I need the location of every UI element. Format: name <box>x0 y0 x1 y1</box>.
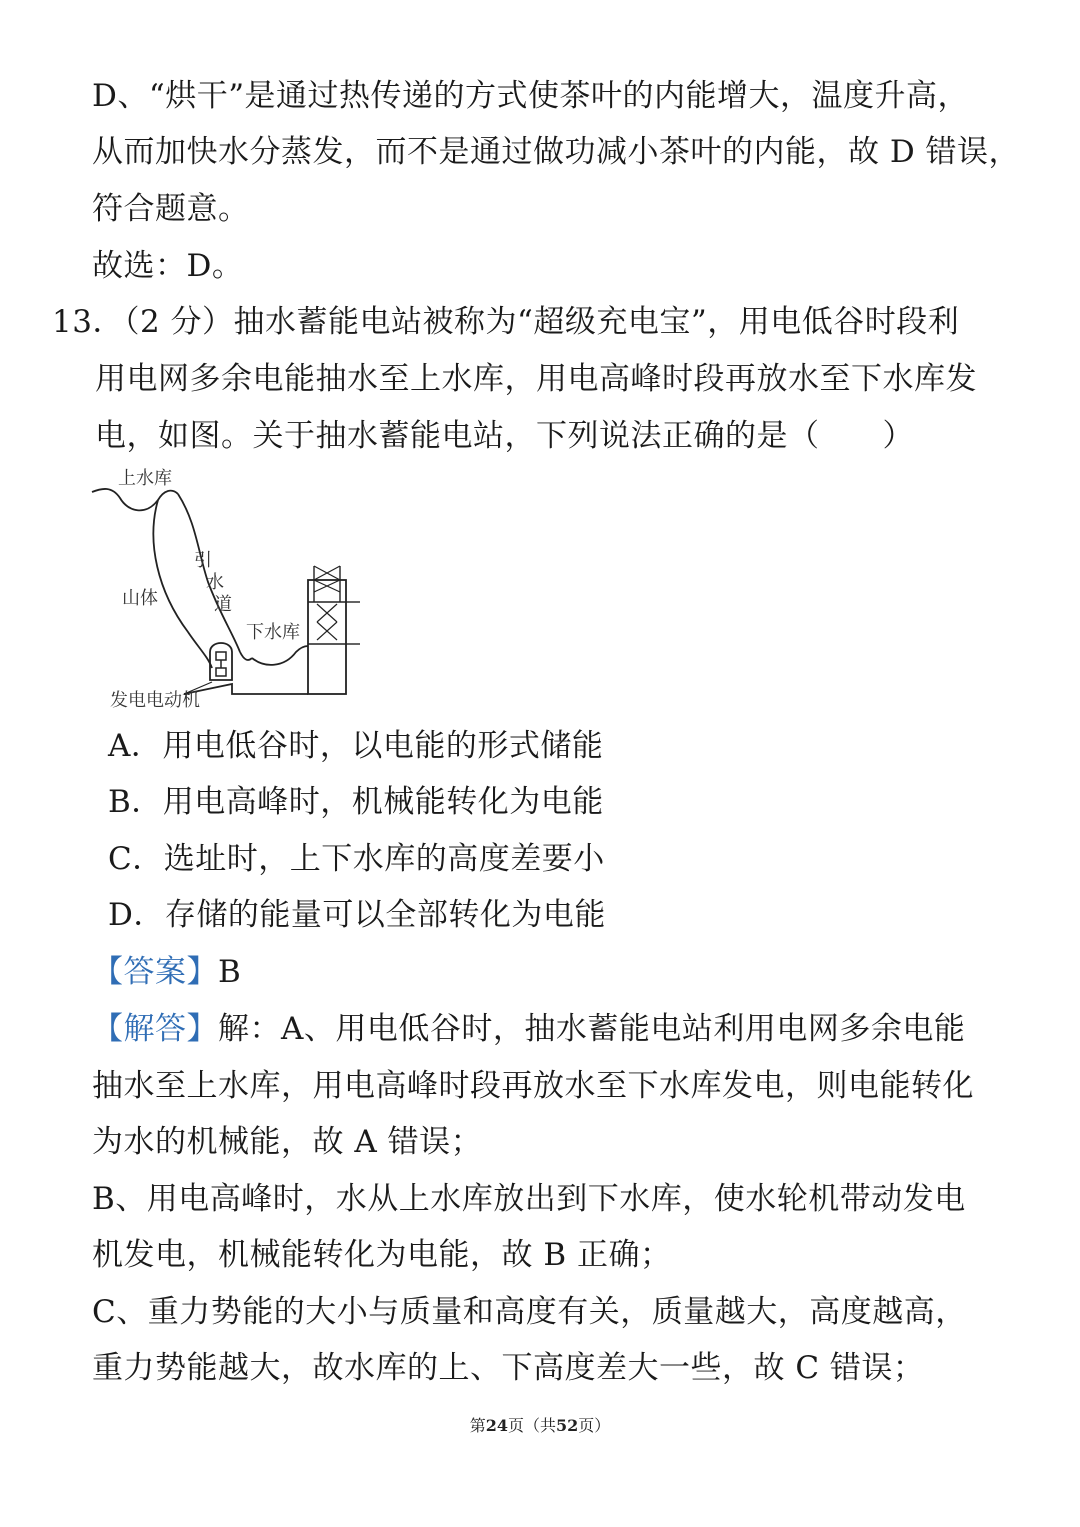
generator-icon-top <box>216 652 226 660</box>
generator-icon-bottom <box>216 668 226 676</box>
channel-outlet <box>240 652 252 660</box>
solution-tag: 【解答】 <box>92 1011 218 1047</box>
page-number: 24 <box>485 1416 508 1435</box>
solution-line-5: 机发电，机械能转化为电能，故 B 正确； <box>92 1237 672 1273</box>
option-d: D．存储的能量可以全部转化为电能 <box>108 897 606 933</box>
prev-choice: 故选：D。 <box>92 248 244 284</box>
label-generator: 发电电动机 <box>110 690 200 711</box>
mountain-slope <box>153 500 212 668</box>
page-total: 52 <box>556 1416 579 1435</box>
question-line-1: 13．（2 分）抽水蓄能电站被称为“超级充电宝”，用电低谷时段利 <box>52 304 960 340</box>
answer-value: B <box>218 954 242 990</box>
lower-reservoir-basin <box>252 646 308 665</box>
label-channel-3: 道 <box>214 594 232 615</box>
pumped-storage-diagram <box>88 462 378 717</box>
prev-d-line-3: 符合题意。 <box>92 191 250 227</box>
answer-line <box>92 952 241 992</box>
prev-d-line-1: D、“烘干”是通过热传递的方式使茶叶的内能增大，温度升高， <box>92 78 970 114</box>
option-c: C．选址时，上下水库的高度差要小 <box>108 841 605 877</box>
prev-d-line-2: 从而加快水分蒸发，而不是通过做功减小茶叶的内能，故 D 错误， <box>92 134 1021 170</box>
label-channel-2: 水 <box>206 572 224 593</box>
option-a: A．用电低谷时，以电能的形式储能 <box>108 728 604 764</box>
solution-line-7: 重力势能越大，故水库的上、下高度差大一些，故 C 错误； <box>92 1350 925 1386</box>
solution-line-6: C、重力势能的大小与质量和高度有关，质量越大，高度越高， <box>92 1294 967 1330</box>
page-footer: 第24页（共52页） <box>469 1416 611 1435</box>
solution-line-4: B、用电高峰时，水从上水库放出到下水库，使水轮机带动发电 <box>92 1181 966 1217</box>
question-line-2: 用电网多余电能抽水至上水库，用电高峰时段再放水至下水库发 <box>95 361 977 397</box>
label-channel-1: 引 <box>194 550 212 571</box>
upper-reservoir-basin <box>92 489 178 510</box>
answer-tag: 【答案】 <box>92 954 218 990</box>
label-upper-reservoir: 上水库 <box>118 468 172 489</box>
option-b: B．用电高峰时，机械能转化为电能 <box>108 784 604 820</box>
label-lower-reservoir: 下水库 <box>246 622 300 643</box>
solution-line-3: 为水的机械能，故 A 错误； <box>92 1124 483 1160</box>
label-mountain: 山体 <box>122 588 158 609</box>
question-line-3: 电，如图。关于抽水蓄能电站，下列说法正确的是（ ） <box>95 418 914 454</box>
solution-line-1: 【解答】解：A、用电低谷时，抽水蓄能电站利用电网多余电能 <box>92 1011 966 1047</box>
solution-line-2: 抽水至上水库，用电高峰时段再放水至下水库发电，则电能转化 <box>92 1068 974 1104</box>
